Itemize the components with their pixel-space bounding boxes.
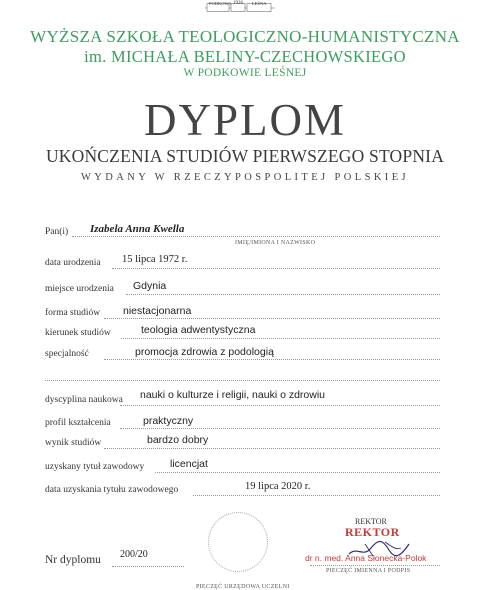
birth-date-dotted-line — [112, 268, 440, 269]
birth-date-value: 15 lipca 1972 r. — [122, 254, 188, 265]
birth-date-label: data urodzenia — [45, 258, 101, 268]
rector-caption: PIECZĘĆ IMIENNA I PODPIS — [326, 568, 411, 574]
result-label: wynik studiów — [45, 438, 102, 448]
issued-line: WYDANY W RZECZYPOSPOLITEJ POLSKIEJ — [80, 172, 410, 183]
diploma-number-dotted-line — [112, 566, 184, 567]
field-of-study-value: teologia adwentystyczna — [141, 324, 256, 336]
rector-dotted-line — [310, 565, 440, 566]
specialty-value: promocja zdrowia z podologią — [135, 346, 274, 358]
university-location: W PODKOWIE LEŚNEJ — [183, 67, 307, 79]
study-form-label: forma studiów — [45, 308, 101, 318]
profile-dotted-line — [120, 428, 440, 429]
emblem-text-right: LEŚNA — [252, 1, 267, 6]
official-seal-circle — [208, 512, 268, 572]
professional-title-label: uzyskany tytuł zawodowy — [45, 462, 145, 472]
document-subtitle: UKOŃCZENIA STUDIÓW PIERWSZEGO STOPNIA — [45, 146, 445, 166]
rector-signature — [345, 532, 415, 562]
name-label: Pan(i) — [45, 227, 69, 237]
birth-place-dotted-line — [126, 294, 440, 295]
field-of-study-label: kierunek studiów — [45, 328, 111, 338]
name-dotted-line — [72, 236, 440, 237]
discipline-value: nauki o kulturze i religii, nauki o zdrowiu — [140, 389, 326, 401]
specialty-label: specjalność — [45, 349, 89, 359]
diploma-number-label: Nr dyplomu — [45, 554, 101, 566]
specialty-dotted-line — [104, 359, 440, 360]
emblem-year: 1926 — [233, 1, 243, 6]
study-form-value: niestacjonarna — [123, 305, 192, 317]
profile-value: praktyczny — [143, 415, 194, 427]
professional-title-value: licencjat — [170, 458, 208, 470]
document-title: DYPLOM — [143, 95, 347, 145]
result-dotted-line — [104, 448, 440, 449]
name-value: Izabela Anna Kwella — [90, 223, 185, 235]
professional-title-dotted-line — [155, 472, 440, 473]
birth-place-label: miejsce urodzenia — [45, 284, 114, 294]
result-value: bardzo dobry — [147, 434, 209, 446]
name-caption: IMIĘ/IMIONA I NAZWISKO — [235, 240, 316, 246]
rector-stamp-title: REKTOR — [345, 525, 400, 539]
birth-place-value: Gdynia — [133, 280, 167, 292]
university-name: WYŻSZA SZKOŁA TEOLOGICZNO-HUMANISTYCZNA — [30, 27, 460, 46]
rector-label: REKTOR — [355, 517, 387, 526]
diploma-number-value: 200/20 — [120, 549, 148, 560]
study-form-dotted-line — [104, 318, 440, 319]
field-of-study-dotted-line — [121, 338, 440, 339]
title-date-label: data uzyskania tytułu zawodowego — [45, 485, 179, 495]
blank-dotted-line — [45, 380, 440, 381]
university-patron: im. MICHAŁA BELINY-CZECHOWSKIEGO — [84, 47, 406, 66]
emblem-text-left: PODKOWA — [209, 1, 232, 6]
rector-stamp-name: dr n. med. Anna Słonecka-Polok — [305, 553, 427, 563]
university-emblem — [205, 0, 275, 10]
title-date-dotted-line — [193, 495, 440, 496]
discipline-dotted-line — [120, 405, 440, 406]
title-date-value: 19 lipca 2020 r. — [245, 481, 311, 492]
official-seal-caption: PIECZĘĆ URZĘDOWA UCZELNI — [196, 584, 290, 590]
discipline-label: dyscyplina naukowa — [45, 395, 123, 405]
profile-label: profil kształcenia — [45, 418, 111, 428]
